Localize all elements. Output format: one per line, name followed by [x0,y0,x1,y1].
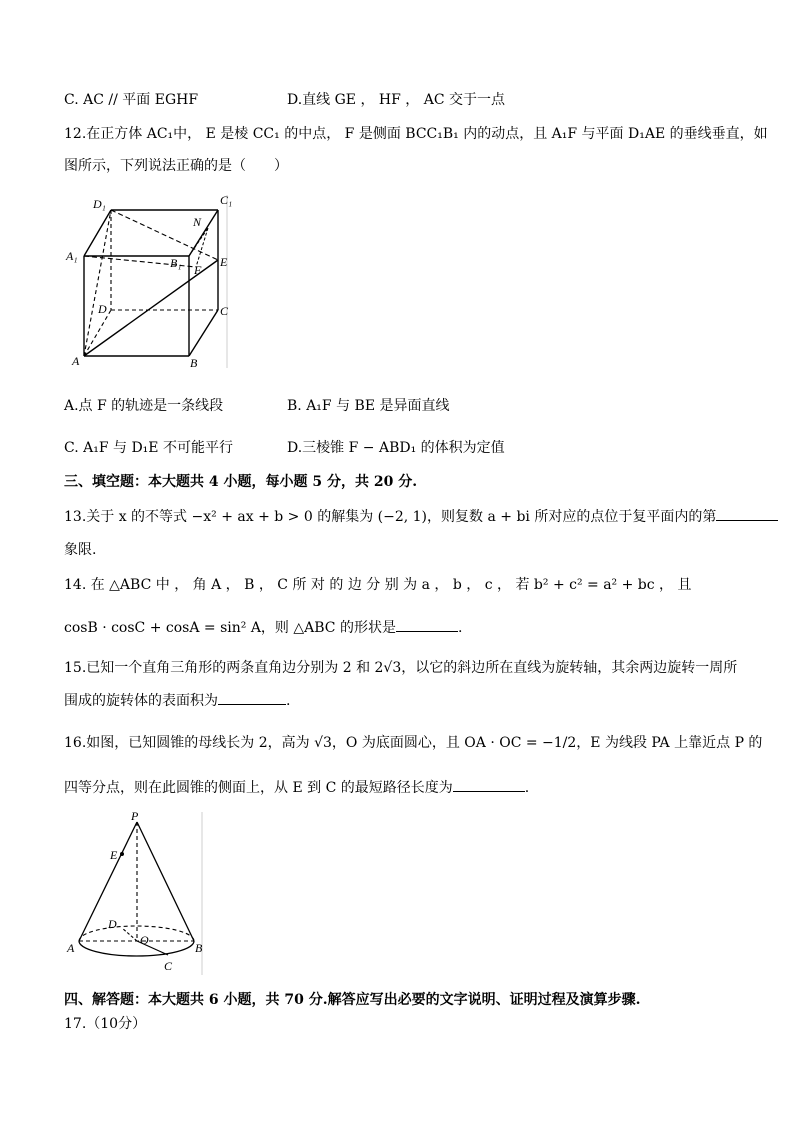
q12-option-b: B. A₁F 与 BE 是异面直线 [287,398,450,414]
label-n: N [193,215,202,229]
q12-option-a: A.点 F 的轨迹是一条线段 [64,398,224,414]
q12-stem-line2: 图所示，下列说法正确的是（ ） [64,158,288,174]
q16-line2: 四等分点，则在此圆锥的侧面上，从 E 到 C 的最短路径长度为 . [64,777,529,798]
q16-answer-blank[interactable] [453,777,525,792]
label-o: O [140,933,149,947]
label-d: D [98,302,107,316]
q15-line1: 15.已知一个直角三角形的两条直角边分别为 2 和 2√3，以它的斜边所在直线为旋转轴，其余两边旋转一周所 [64,660,738,676]
label-f: F [194,263,202,277]
q13-line2: 象限. [64,542,97,558]
label-e: E [220,255,228,269]
q17-heading: 17.（10分） [64,1016,147,1032]
label-c: C [220,304,229,318]
q15-text: 围成的旋转体的表面积为 [64,693,218,709]
q13-line1 [64,506,778,527]
section3-heading: 三、填空题：本大题共 4 小题，每小题 5 分，共 20 分. [64,474,418,490]
label-p: P [131,810,139,823]
label-b1: B₁ [170,256,182,270]
label-a: A [72,354,80,368]
q14-line1: 14. 在 △ABC 中 ， 角 A ， B ， C 所 对 的 边 分 别 为 a ， b ， c ， 若 b² + c² = a² + bc ， 且 [64,577,692,593]
q15-line2: 围成的旋转体的表面积为 . [64,690,290,711]
q16-line1: 16.如图，已知圆锥的母线长为 2，高为 √3，O 为底面圆心，且 OA · OC = −1/2，E 为线段 PA 上靠近点 P 的 [64,735,763,751]
label-e: E [110,848,118,862]
label-d: D [108,917,117,931]
q14-text: cosB · cosC + cosA = sin² A，则 △ABC 的形状是 [64,620,396,636]
q11-option-d: D.直线 GE ， HF ， AC 交于一点 [287,92,506,108]
q12-option-d: D.三棱锥 F − ABD₁ 的体积为定值 [287,440,505,456]
q16-text: 四等分点，则在此圆锥的侧面上，从 E 到 C 的最短路径长度为 [64,780,453,796]
q11-option-c: C. AC // 平面 EGHF [64,92,199,108]
q14-answer-blank[interactable] [396,617,458,632]
label-c: C [164,959,173,973]
label-b: B [195,941,203,955]
q14-line2: cosB · cosC + cosA = sin² A，则 △ABC 的形状是 . [64,617,462,638]
label-b: B [190,356,198,370]
label-a1: A₁ [66,249,78,263]
q12-stem-line1: 12.在正方体 AC₁中， E 是棱 CC₁ 的中点， F 是侧面 BCC₁B₁ 内的动点，且 A₁F 与平面 D₁AE 的垂线垂直，如 [64,126,768,142]
q13-text: 13.关于 x 的不等式 −x² + ax + b > 0 的解集为 (−2, 1)，则复数 a + bi 所对应的点位于复平面内的第 [64,509,717,525]
q15-answer-blank[interactable] [218,690,286,705]
cube-figure [64,190,234,370]
label-c1: C₁ [220,193,233,207]
q12-option-c: C. A₁F 与 D₁E 不可能平行 [64,440,233,456]
cone-figure [64,810,214,980]
label-d1: D₁ [93,197,106,211]
q13-answer-blank[interactable] [716,506,778,521]
label-a: A [67,941,75,955]
section4-heading: 四、解答题：本大题共 6 小题，共 70 分.解答应写出必要的文字说明、证明过程及演算步骤. [64,992,641,1008]
